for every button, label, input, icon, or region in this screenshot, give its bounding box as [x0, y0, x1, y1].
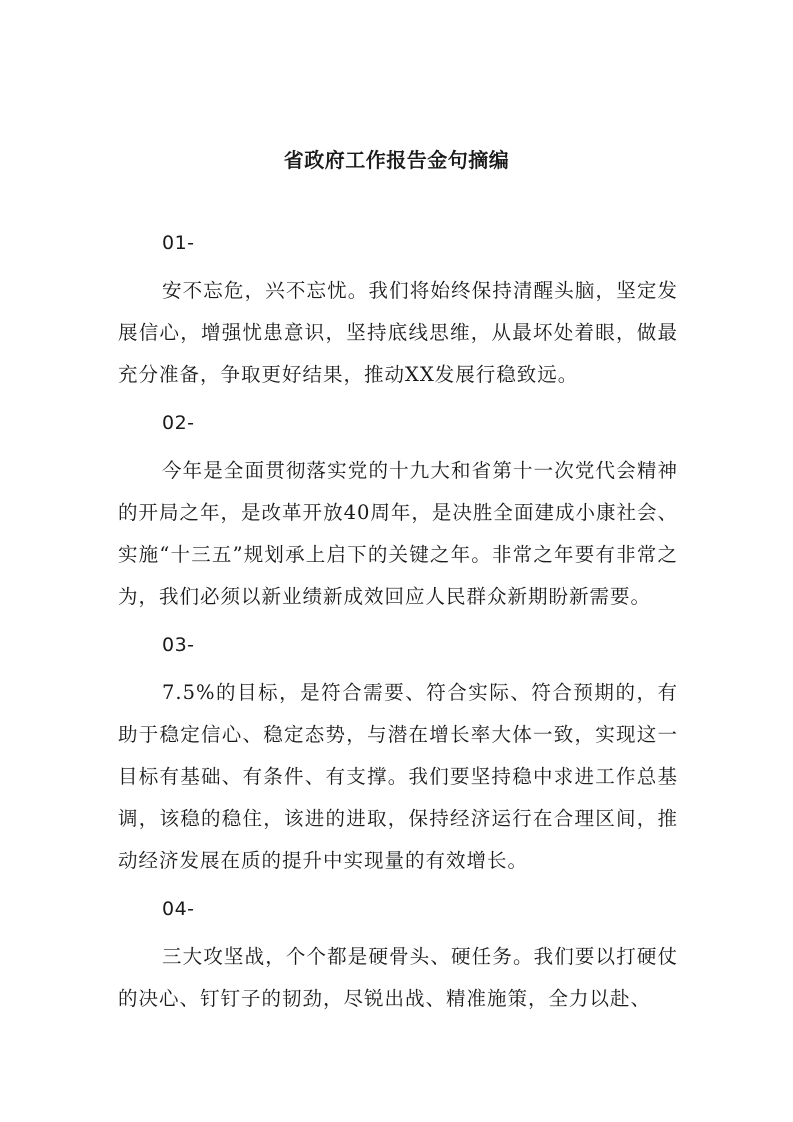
section-number: 02-: [162, 412, 195, 434]
document-title: 省政府工作报告金句摘编: [283, 148, 510, 172]
section-number: 03-: [162, 634, 195, 656]
section-number: 01-: [162, 232, 195, 254]
document-body: [118, 222, 678, 1026]
section-paragraph: 今年是全面贯彻落实党的十九大和省第十一次党代会精神的开局之年，是改革开放40周年，是决胜全面建成小康社会、实施“十三五”规划承上启下的关键之年。非常之年要有非常之为，我们必须以新业绩新成效回应人民群众新期盼新需要。: [118, 459, 678, 608]
section-paragraph: 7.5%的目标，是符合需要、符合实际、符合预期的，有助于稳定信心、稳定态势，与潜在增长率大体一致，实现这一目标有基础、有条件、有支撑。我们要坚持稳中求进工作总基调，该稳的稳住，该进的进取，保持经济运行在合理区间，推动经济发展在质的提升中实现量的有效增长。: [118, 681, 678, 872]
section-paragraph: 安不忘危，兴不忘忧。我们将始终保持清醒头脑，坚定发展信心，增强忧患意识，坚持底线思维，从最坏处着眼，做最充分准备，争取更好结果，推动XX发展行稳致远。: [118, 279, 678, 386]
section-paragraph: 三大攻坚战，个个都是硬骨头、硬任务。我们要以打硬仗的决心、钉钉子的韧劲，尽锐出战、精准施策，全力以赴、: [118, 945, 678, 1010]
section-number: 04-: [162, 898, 195, 920]
